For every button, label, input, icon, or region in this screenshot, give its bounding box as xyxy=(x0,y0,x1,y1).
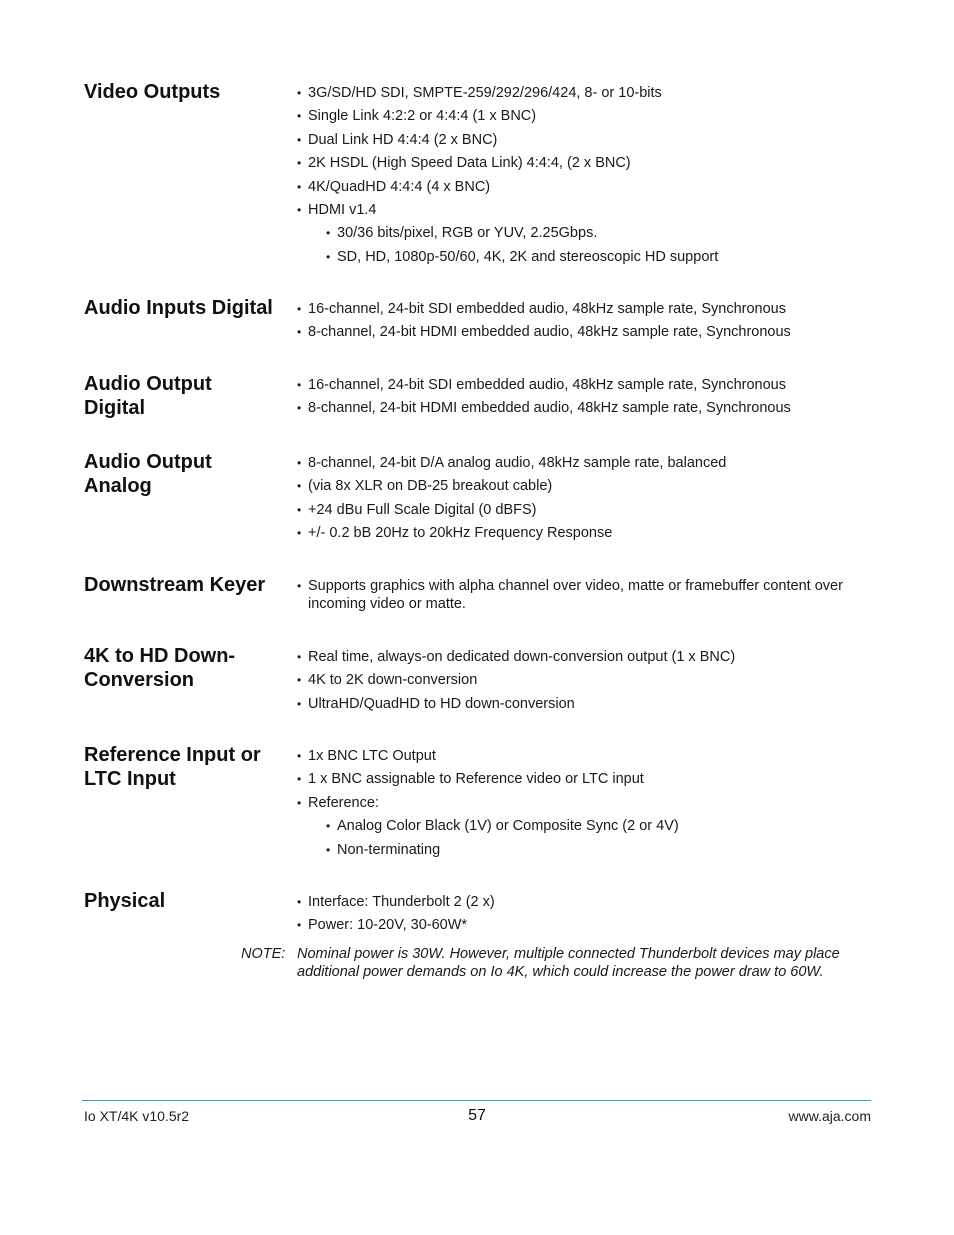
bullet-item: • HDMI v1.4 xyxy=(297,201,867,219)
section-heading-audio-inputs-digital: Audio Inputs Digital xyxy=(84,297,273,319)
spec-list-reference-input xyxy=(297,747,867,864)
bullet-item: • Supports graphics with alpha channel over video, matte or framebuffer content over incoming video or matte. xyxy=(297,577,867,613)
section-heading-4k-to-hd-down-conversion: 4K to HD Down- Conversion xyxy=(84,645,236,691)
bullet-item: • 16-channel, 24-bit SDI embedded audio, 48kHz sample rate, Synchronous xyxy=(297,300,867,318)
spec-list-video-outputs xyxy=(297,84,867,271)
sub-bullet-item: • 30/36 bits/pixel, RGB or YUV, 2.25Gbps. xyxy=(326,224,867,242)
bullet-item: • (via 8x XLR on DB-25 breakout cable) xyxy=(297,477,867,495)
bullet-item: • UltraHD/QuadHD to HD down-conversion xyxy=(297,695,867,713)
note-label: NOTE: xyxy=(241,946,286,962)
section-heading-audio-output-analog: Audio Output Analog xyxy=(84,451,212,497)
bullet-item: • Real time, always-on dedicated down-conversion output (1 x BNC) xyxy=(297,648,867,666)
footer-page-number: 57 xyxy=(468,1107,486,1124)
spec-list-4k-to-hd-down-conversion xyxy=(297,648,867,718)
bullet-item: • Single Link 4:2:2 or 4:4:4 (1 x BNC) xyxy=(297,107,867,125)
spec-list-audio-output-digital xyxy=(297,376,867,423)
spec-list-audio-output-analog xyxy=(297,454,867,548)
bullet-item: • 4K/QuadHD 4:4:4 (4 x BNC) xyxy=(297,178,867,196)
bullet-item: • +24 dBu Full Scale Digital (0 dBFS) xyxy=(297,501,867,519)
footer-rule xyxy=(82,1100,871,1101)
footer-website-link[interactable]: www.aja.com xyxy=(788,1108,871,1124)
bullet-item: • 16-channel, 24-bit SDI embedded audio, 48kHz sample rate, Synchronous xyxy=(297,376,867,394)
spec-list-downstream-keyer xyxy=(297,577,867,618)
section-heading-video-outputs: Video Outputs xyxy=(84,81,221,103)
footer-document-version: Io XT/4K v10.5r2 xyxy=(84,1108,190,1124)
spec-list-physical xyxy=(297,893,867,940)
bullet-item: • 4K to 2K down-conversion xyxy=(297,671,867,689)
bullet-item: • Power: 10-20V, 30-60W* xyxy=(297,916,867,934)
bullet-item: • +/- 0.2 bB 20Hz to 20kHz Frequency Response xyxy=(297,524,867,542)
bullet-item: • 3G/SD/HD SDI, SMPTE-259/292/296/424, 8- or 10-bits xyxy=(297,84,867,102)
bullet-item: • 1x BNC LTC Output xyxy=(297,747,867,765)
note-text: Nominal power is 30W. However, multiple connected Thunderbolt devices may place additional power demands on Io 4K, which could increase the power draw to 60W. xyxy=(297,946,840,980)
sub-bullet-item: • Non-terminating xyxy=(326,841,867,859)
sub-bullet-item: • SD, HD, 1080p-50/60, 4K, 2K and stereoscopic HD support xyxy=(326,248,867,266)
bullet-item: • 2K HSDL (High Speed Data Link) 4:4:4, (2 x BNC) xyxy=(297,154,867,172)
section-heading-audio-output-digital: Audio Output Digital xyxy=(84,373,212,419)
spec-list-audio-inputs-digital xyxy=(297,300,867,347)
bullet-item: • Interface: Thunderbolt 2 (2 x) xyxy=(297,893,867,911)
section-heading-downstream-keyer: Downstream Keyer xyxy=(84,574,266,596)
bullet-item: • 8-channel, 24-bit D/A analog audio, 48kHz sample rate, balanced xyxy=(297,454,867,472)
bullet-item: • 8-channel, 24-bit HDMI embedded audio, 48kHz sample rate, Synchronous xyxy=(297,323,867,341)
sub-bullet-item: • Analog Color Black (1V) or Composite Sync (2 or 4V) xyxy=(326,817,867,835)
bullet-item: • Reference: xyxy=(297,794,867,812)
bullet-item: • 8-channel, 24-bit HDMI embedded audio, 48kHz sample rate, Synchronous xyxy=(297,399,867,417)
section-heading-reference-input: Reference Input or LTC Input xyxy=(84,744,261,790)
bullet-item: • Dual Link HD 4:4:4 (2 x BNC) xyxy=(297,131,867,149)
section-heading-physical: Physical xyxy=(84,890,166,912)
bullet-item: • 1 x BNC assignable to Reference video or LTC input xyxy=(297,770,867,788)
